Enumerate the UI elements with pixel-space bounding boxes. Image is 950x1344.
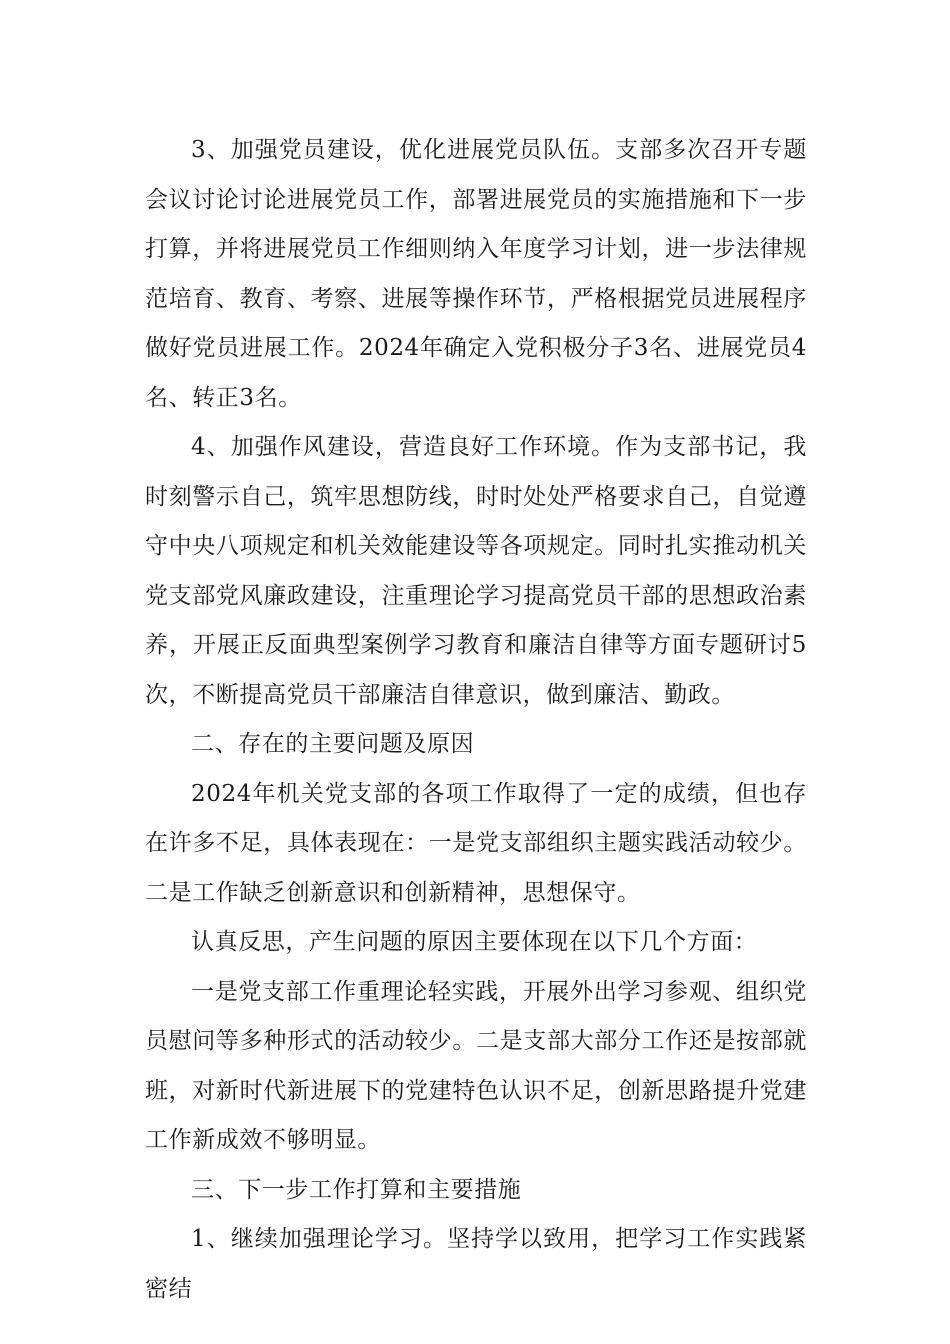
paragraph-reasons: 一是党支部工作重理论轻实践，开展外出学习参观、组织党员慰问等多种形式的活动较少。二是支部大部分工作还是按部就班，对新时代新进展下的党建特色认识不足，创新思路提升党建工作新成效不够明显。 xyxy=(145,978,807,1153)
paragraph-party-member-building: 3、加强党员建设，优化进展党员队伍。支部多次召开专题会议讨论讨论进展党员工作，部署进展党员的实施措施和下一步打算，并将进展党员工作细则纳入年度学习计划，进一步法律规范培育、教育、考察、进展等操作环节，严格根据党员进展程序做好党员进展工作。2024年确定入党积极分子3名、进展党员4名、转正3名。 xyxy=(145,137,807,411)
paragraph-work-style-building: 4、加强作风建设，营造良好工作环境。作为支部书记，我时刻警示自己，筑牢思想防线，时时处处严格要求自己，自觉遵守中央八项规定和机关效能建设等各项规定。同时扎实推动机关党支部党风廉政建设，注重理论学习提高党员干部的思想政治素养，开展正反面典型案例学习教育和廉洁自律等方面专题研讨5次，不断提高党员干部廉洁自律意识，做到廉洁、勤政。 xyxy=(145,434,807,708)
paragraph-problems-summary: 2024年机关党支部的各项工作取得了一定的成绩，但也存在许多不足，具体表现在：一是党支部组织主题实践活动较少。二是工作缺乏创新意识和创新精神，思想保守。 xyxy=(145,780,807,906)
paragraph-theory-study: 1、继续加强理论学习。坚持学以致用，把学习工作实践紧密结 xyxy=(145,1226,807,1302)
document-body xyxy=(145,126,807,1314)
paragraph-reflection-intro: 认真反思，产生问题的原因主要体现在以下几个方面： xyxy=(191,929,758,955)
heading-next-steps: 三、下一步工作打算和主要措施 xyxy=(191,1176,522,1203)
heading-main-problems: 二、存在的主要问题及原因 xyxy=(191,731,475,757)
